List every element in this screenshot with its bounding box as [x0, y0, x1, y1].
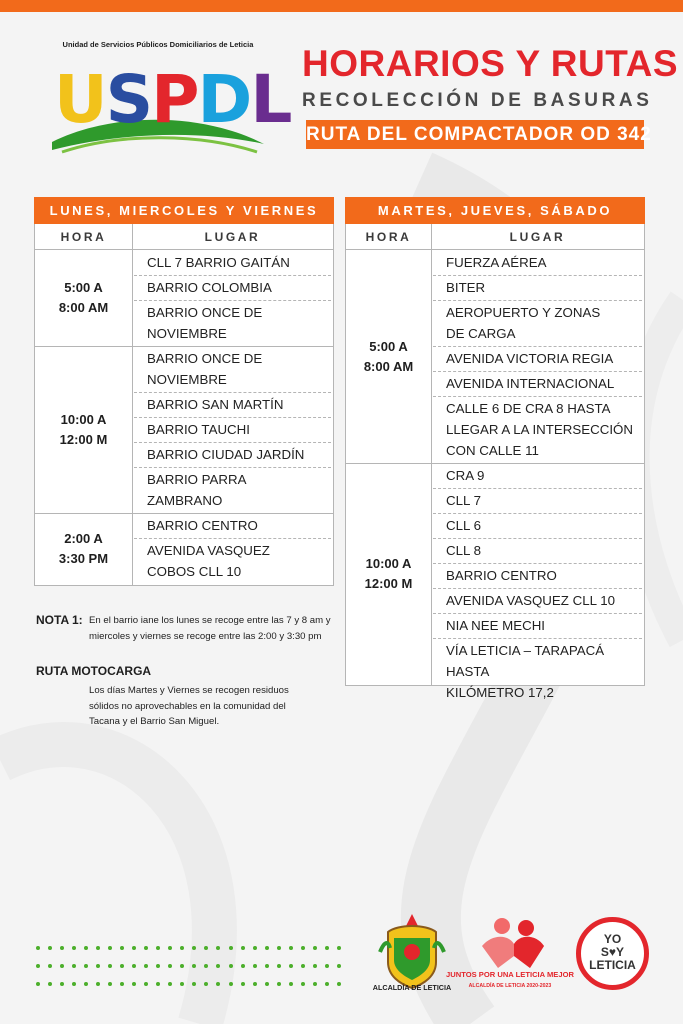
- schedule-left-title: LUNES, MIERCOLES Y VIERNES: [34, 197, 334, 224]
- yosoy-line-2: S♥Y: [600, 945, 625, 959]
- column-header-lugar: LUGAR: [431, 224, 644, 250]
- page-subtitle: RECOLECCIÓN DE BASURAS: [302, 90, 653, 111]
- place-item: CRA 9: [446, 468, 485, 483]
- place-item: BITER: [446, 280, 486, 295]
- column-header-lugar: LUGAR: [132, 224, 333, 250]
- place-item: BARRIO ONCE DE NOVIEMBRE: [147, 305, 263, 341]
- top-accent-bar: [0, 0, 683, 12]
- place-item: BARRIO TAUCHI: [147, 422, 250, 437]
- route-badge: RUTA DEL COMPACTADOR OD 342: [306, 120, 644, 149]
- motocarga-text: Los días Martes y Viernes se recogen residuos sólidos no aprovechables en la comunidad del Tacana y el Barrio San Miguel.: [89, 685, 289, 727]
- schedule-right-title: MARTES, JUEVES, SÁBADO: [345, 197, 645, 224]
- juntos-label: JUNTOS POR UNA LETICIA MEJOR: [446, 970, 574, 979]
- place-item: AVENIDA VASQUEZ CLL 10: [446, 593, 615, 608]
- place-item: CLL 6: [446, 518, 481, 533]
- column-header-hora: HORA: [35, 224, 132, 250]
- yo-soy-leticia-badge: [576, 917, 649, 990]
- place-item: AVENIDA INTERNACIONAL: [446, 376, 615, 391]
- decorative-dot-grid: [36, 939, 341, 994]
- place-item: AEROPUERTO Y ZONAS DE CARGA: [446, 305, 601, 341]
- schedule-left-body: [34, 224, 334, 586]
- schedule-right-body: [345, 224, 645, 700]
- place-item: BARRIO COLOMBIA: [147, 280, 272, 295]
- place-item: FUERZA AÉREA: [446, 255, 547, 270]
- place-item: BARRIO CENTRO: [147, 518, 258, 533]
- page-title: HORARIOS Y RUTAS: [302, 43, 678, 84]
- place-item: NIA NEE MECHI: [446, 618, 546, 633]
- juntos-logo-icon: [478, 916, 548, 968]
- schedule-table-right: [345, 197, 645, 700]
- alcaldia-label: ALCALDÍA DE LETICIA: [372, 983, 452, 992]
- time-slot: 10:00 A 12:00 M: [364, 555, 413, 591]
- place-item: AVENIDA VASQUEZ COBOS CLL 10: [147, 543, 270, 579]
- place-item: BARRIO SAN MARTÍN: [147, 397, 284, 412]
- uspdl-wordmark: [52, 52, 291, 158]
- motocarga-label: RUTA MOTOCARGA: [36, 664, 152, 678]
- time-slot: 10:00 A 12:00 M: [59, 411, 108, 447]
- place-item: BARRIO CIUDAD JARDÍN: [147, 447, 305, 462]
- place-item: VÍA LETICIA – TARAPACÁ HASTA KILÓMETRO 17,2: [446, 643, 605, 700]
- logo-caption: Unidad de Servicios Públicos Domiciliarios de Leticia: [62, 40, 254, 49]
- uspdl-logo: [52, 40, 291, 158]
- place-item: AVENIDA VICTORIA REGIA: [446, 351, 614, 366]
- svg-text:USPDL: USPDL: [54, 61, 291, 138]
- schedule-table-left: [34, 197, 334, 586]
- place-item: BARRIO PARRA ZAMBRANO: [147, 472, 247, 508]
- time-slot: 5:00 A 8:00 AM: [58, 280, 109, 315]
- place-item: CLL 7 BARRIO GAITÁN: [147, 255, 290, 270]
- time-slot: 2:00 A 3:30 PM: [58, 530, 109, 566]
- place-item: BARRIO CENTRO: [446, 568, 557, 583]
- place-item: CALLE 6 DE CRA 8 HASTA LLEGAR A LA INTERSECCIÓN CON CALLE 11: [446, 401, 633, 458]
- juntos-sublabel: ALCALDÍA DE LETICIA 2020-2023: [468, 983, 552, 989]
- place-item: CLL 8: [446, 543, 481, 558]
- note-1-text: En el barrio iane los lunes se recoge entre las 7 y 8 am y miercoles y viernes se recoge entre las 2:00 y 3:30 pm: [89, 615, 331, 642]
- yosoy-line-3: LETICIA: [589, 958, 636, 972]
- place-item: BARRIO ONCE DE NOVIEMBRE: [147, 351, 263, 387]
- column-header-hora: HORA: [346, 224, 431, 250]
- note-1-label: NOTA 1:: [36, 613, 83, 627]
- time-slot: 5:00 A 8:00 AM: [363, 338, 414, 374]
- place-item: CLL 7: [446, 493, 481, 508]
- yosoy-line-1: YO: [603, 932, 622, 946]
